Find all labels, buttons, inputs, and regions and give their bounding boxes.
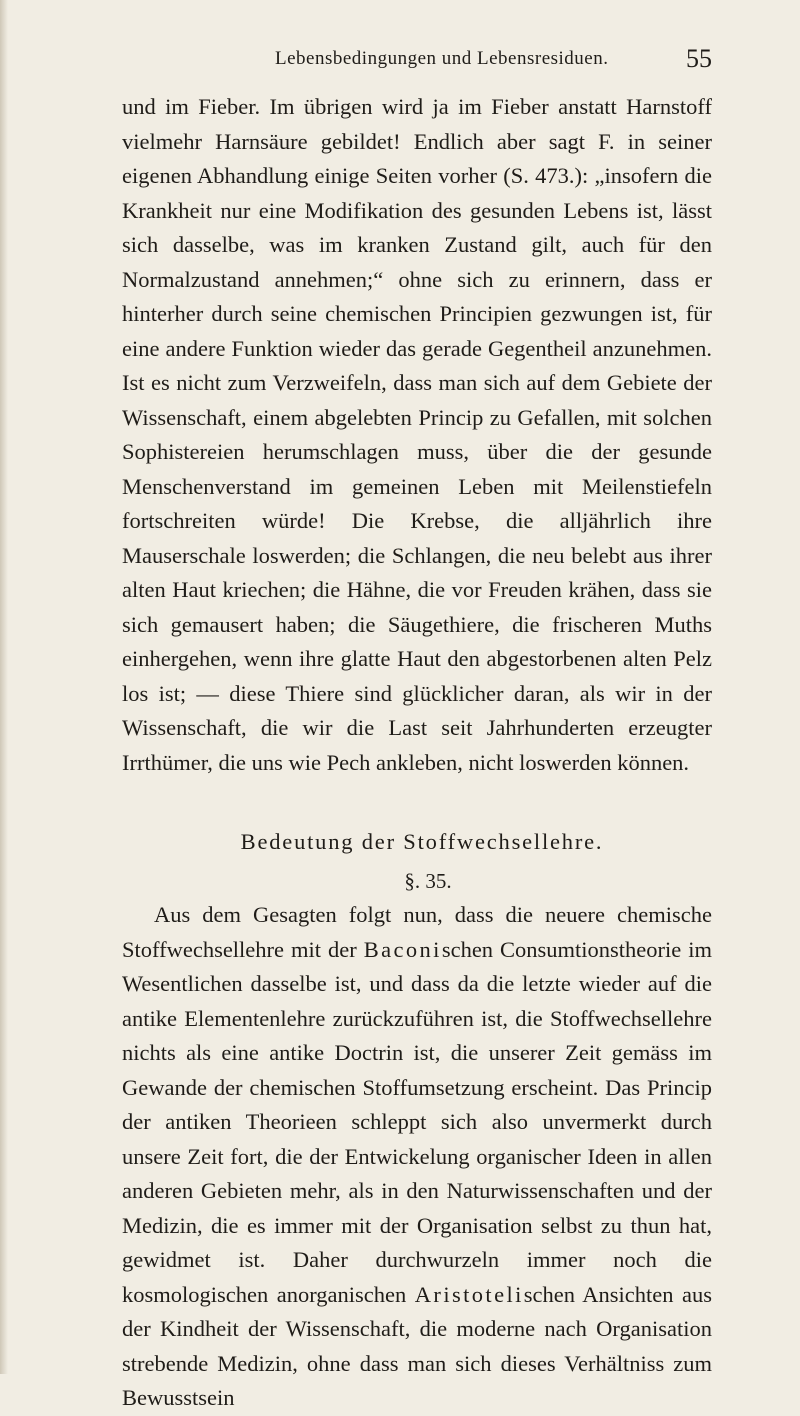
paragraph-text: schen Ansichten aus der Kindheit der Wissenschaft, die moderne nach Organisation strebende Medizin, ohne dass man sich dieses Verhältniss zum Bewusstsein <box>122 1281 712 1410</box>
page-number: 55 <box>686 44 712 73</box>
page-binding-edge <box>0 0 8 1374</box>
body-text <box>122 90 712 1416</box>
running-title: Lebensbedingungen und Lebensresiduen. <box>275 48 609 69</box>
section-heading: Bedeutung der Stoffwechsellehre. <box>240 829 604 854</box>
spaced-name-aristotle: Aristoteli <box>414 1281 524 1307</box>
running-head <box>0 44 800 74</box>
section-number: §. 35. <box>404 868 452 893</box>
paragraph-section-35 <box>122 898 712 1416</box>
paragraph-text: Aus dem Gesagten folgt nun, dass die neuere chemische Stoffwechsellehre mit der <box>122 902 712 962</box>
paragraph-continued: und im Fieber. Im übrigen wird ja im Fieber anstatt Harnstoff vielmehr Harnsäure gebildet! Endlich aber sagt F. in seiner eigenen Abhandlung einige Seiten vorher (S. 473.): „insofern die Krankheit nur eine Modifikation des gesunden Lebens ist, lässt sich dasselbe, was im kranken Zustand gilt, auch für den Normalzustand annehmen;“ ohne sich zu erinnern, dass er hinterher durch seine chemischen Principien gezwungen ist, für eine andere Funktion wieder das gerade Gegentheil anzunehmen. Ist es nicht zum Verzweifeln, dass man sich auf dem Gebiete der Wissenschaft, einem abgelebten Princip zu Gefallen, mit solchen Sophistereien herumschlagen muss, über die der gesunde Menschenverstand im gemeinen Leben mit Meilenstiefeln fortschreiten würde! Die Krebse, die alljährlich ihre Mauserschale loswerden; die Schlangen, die neu belebt aus ihrer alten Haut kriechen; die Hähne, die vor Freuden krähen, dass sie sich gemausert haben; die Säugethiere, die frischeren Muths einhergehen, wenn ihre glatte Haut den abgestorbenen alten Pelz los ist; — diese Thiere sind glücklicher daran, als wir in der Wissenschaft, die wir die Last seit Jahrhunderten erzeugter Irrthümer, die uns wie Pech ankleben, nicht loswerden können. <box>122 94 712 775</box>
spaced-name-bacon: Baconi <box>363 936 442 962</box>
paragraph-text: schen Consumtionstheorie im Wesentlichen dasselbe ist, und dass da die letzte wieder auf die antike Elementenlehre zurückzuführen ist, die Stoffwechsellehre nichts als eine antike Doctrin ist, die unserer Zeit gemäss im Gewande der chemischen Stoffumsetzung erscheint. Das Princip der antiken Theorieen schleppt sich also unvermerkt durch unsere Zeit fort, die der Entwickelung organischer Ideen in allen anderen Gebieten mehr, als in den Naturwissenschaften und der Medizin, die es immer mit der Organisation selbst zu thun hat, gewidmet ist. Daher durchwurzeln immer noch die kosmologischen anorganischen <box>122 936 712 1307</box>
